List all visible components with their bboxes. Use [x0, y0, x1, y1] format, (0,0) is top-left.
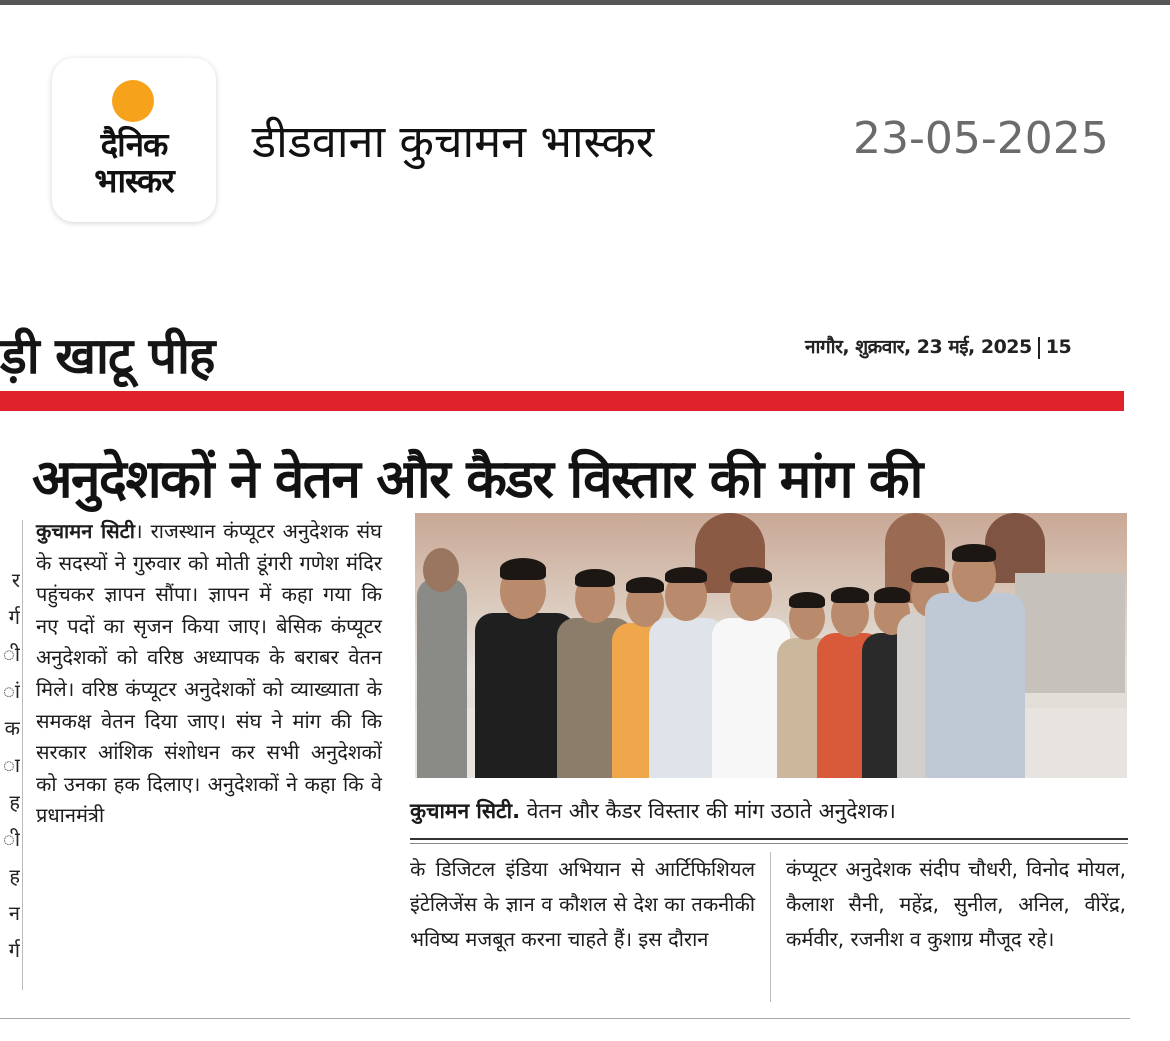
- article-place-lead: कुचामन सिटी: [36, 519, 135, 543]
- article-body-1: । राजस्थान कंप्यूटर अनुदेशक संघ के सदस्यों ने गुरुवार को मोती डूंगरी गणेश मंदिर पहुंचकर ज्ञापन सौंपा। ज्ञापन में कहा गया कि नए पदों का सृजन किया जाए। बेसिक कंप्यूटर अनुदेशकों को वरिष्ठ अध्यापक के बराबर वेतन मिले। वरिष्ठ कंप्यूटर अनुदेशकों को व्याख्याता के समकक्ष वेतन दिया जाए। संघ ने मांग की कि सरकार आंशिक संशोधन कर सभी अनुदेशकों को उनका हक दिलाए। अनुदेशकों ने कहा कि वे प्रधानमंत्री: [36, 519, 382, 828]
- top-border: [0, 0, 1170, 5]
- caption-text: वेतन और कैडर विस्तार की मांग उठाते अनुदेशक।: [520, 799, 896, 823]
- edge-fragment: ां: [2, 679, 20, 703]
- sun-icon: [112, 80, 154, 122]
- edge-fragment: र: [11, 568, 20, 592]
- caption-place-lead: कुचामन सिटी.: [410, 799, 521, 823]
- edge-fragment: क: [4, 716, 20, 740]
- adjacent-column-fragments: [0, 562, 20, 962]
- dateline-separator: [1038, 337, 1040, 359]
- edge-fragment: र्ग: [8, 605, 20, 629]
- page-number: 15: [1045, 336, 1072, 358]
- dainik-bhaskar-logo: [52, 58, 216, 222]
- caption-rule: [410, 838, 1128, 840]
- dateline-text: नागौर, शुक्रवार, 23 मई, 2025: [805, 336, 1032, 358]
- edge-fragment: न: [8, 901, 20, 925]
- bottom-rule: [0, 1018, 1130, 1019]
- article-headline: अनुदेशकों ने वेतन और कैडर विस्तार की मांग की: [32, 449, 922, 510]
- article-column-3: कंप्यूटर अनुदेशक संदीप चौधरी, विनोद मोयल, कैलाश सैनी, महेंद्र, सुनील, अनिल, वीरेंद्र, कर्मवीर, रजनीश व कुशाग्र मौजूद रहे।: [786, 857, 1126, 951]
- edge-fragment: ी: [2, 642, 20, 666]
- logo-text-line1: दैनिक: [100, 125, 168, 164]
- edge-fragment: ह: [9, 864, 20, 888]
- edge-fragment: ी: [2, 827, 20, 851]
- edition-name: डीडवाना कुचामन भास्कर: [252, 115, 655, 168]
- caption-rule-thin: [410, 843, 1128, 844]
- edge-fragment: र्ग: [8, 938, 20, 962]
- logo-text-line2: भास्कर: [94, 161, 174, 200]
- edition-date: 23-05-2025: [853, 113, 1109, 164]
- article-column-2: के डिजिटल इंडिया अभियान से आर्टिफिशियल इंटेलिजेंस के ज्ञान व कौशल से देश का तकनीकी भविष्य मजबूत करना चाहते हैं। इस दौरान: [410, 857, 755, 951]
- column-divider: [22, 520, 23, 990]
- column-divider-mid: [770, 852, 771, 1002]
- photo-caption: [410, 797, 1130, 825]
- section-title: ड़ी खाटू पीह: [0, 327, 215, 385]
- edge-fragment: ह: [9, 790, 20, 814]
- article-column-1: [36, 516, 382, 832]
- edge-fragment: ा: [2, 753, 20, 777]
- dateline: [805, 333, 1071, 359]
- article-photo: [415, 513, 1127, 778]
- red-divider: [0, 391, 1124, 411]
